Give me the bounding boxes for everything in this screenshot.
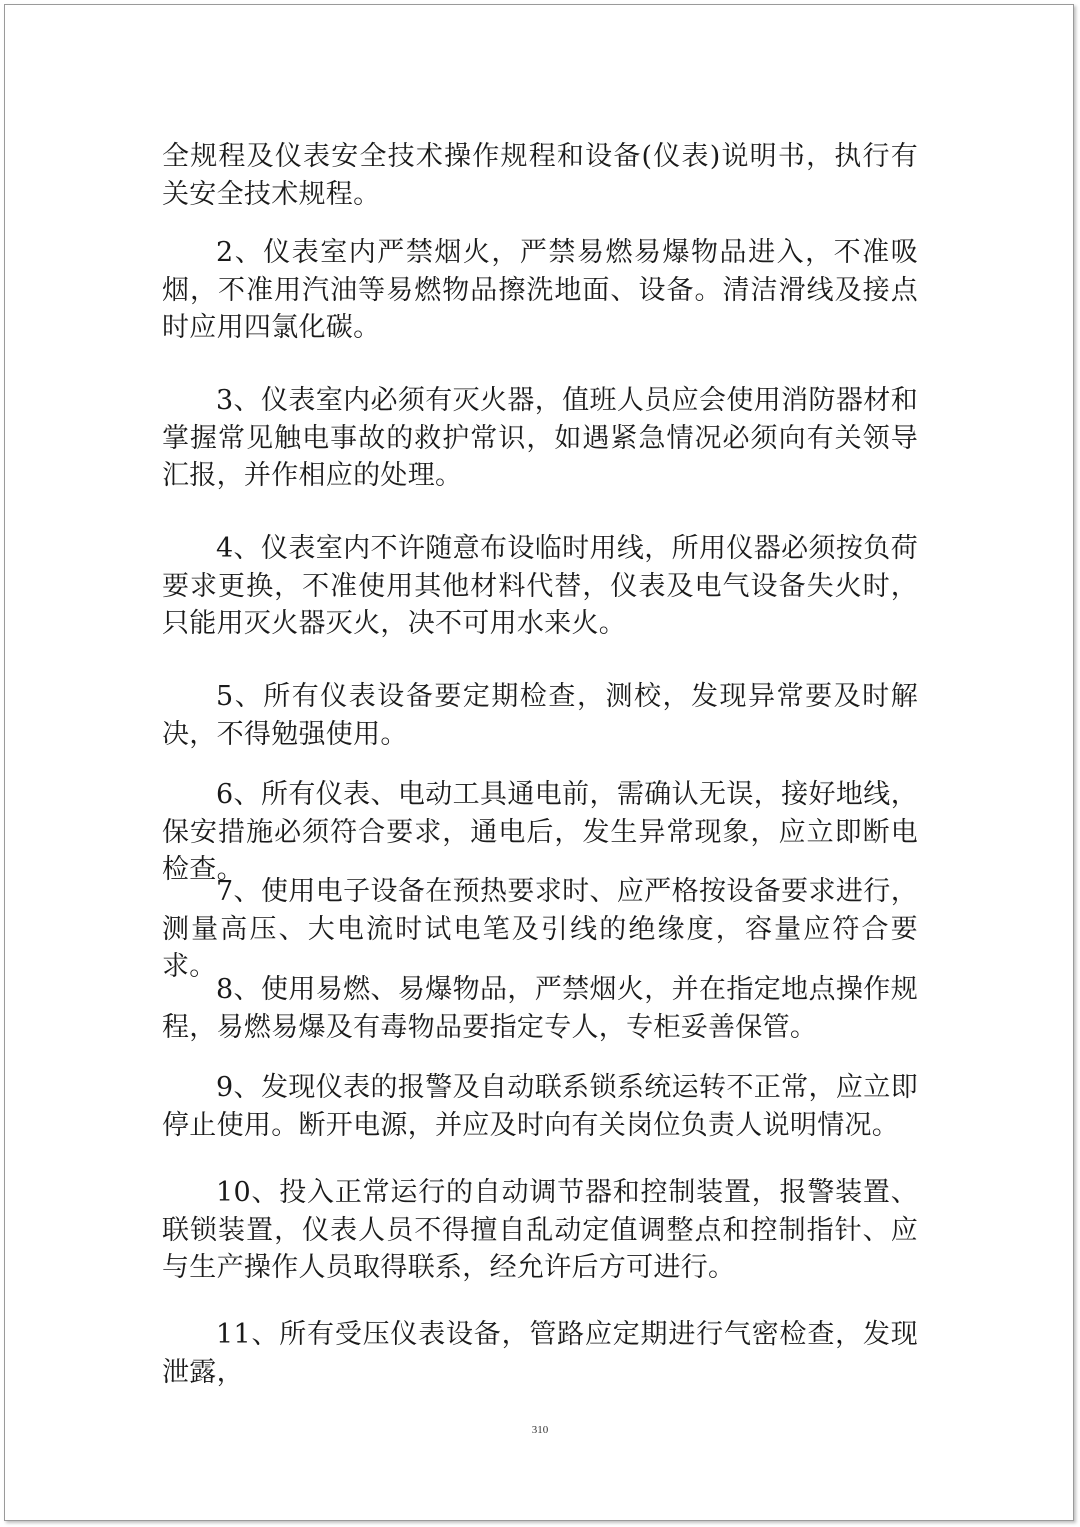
paragraph-item-6: 6、所有仪表、电动工具通电前，需确认无误，接好地线，保安措施必须符合要求，通电后，发生异常现象，应立即断电检查。 <box>162 779 918 885</box>
paragraph-item-9: 9、发现仪表的报警及自动联系锁系统运转不正常，应立即停止使用。断开电源，并应及时向有关岗位负责人说明情况。 <box>162 1072 918 1141</box>
paragraph-item-11: 11、所有受压仪表设备，管路应定期进行气密检查，发现泄露， <box>162 1319 918 1388</box>
paragraph-item-5: 5、所有仪表设备要定期检查，测校，发现异常要及时解决，不得勉强使用。 <box>162 681 918 750</box>
paragraph-item-8: 8、使用易燃、易爆物品，严禁烟火，并在指定地点操作规程，易燃易爆及有毒物品要指定专人，专柜妥善保管。 <box>162 974 918 1043</box>
paragraph-item-4: 4、仪表室内不许随意布设临时用线，所用仪器必须按负荷要求更换，不准使用其他材料代替，仪表及电气设备失火时，只能用灭火器灭火，决不可用水来火。 <box>162 533 918 639</box>
paragraph-item-7: 7、使用电子设备在预热要求时、应严格按设备要求进行，测量高压、大电流时试电笔及引线的绝缘度，容量应符合要求。 <box>162 876 918 982</box>
document-page <box>4 4 1074 1521</box>
paragraph-item-2: 2、仪表室内严禁烟火，严禁易燃易爆物品进入，不准吸烟，不准用汽油等易燃物品擦洗地面、设备。清洁滑线及接点时应用四氯化碳。 <box>162 237 918 343</box>
paragraph-continuation: 全规程及仪表安全技术操作规程和设备(仪表)说明书，执行有关安全技术规程。 <box>162 141 918 210</box>
paragraph-item-10: 10、投入正常运行的自动调节器和控制装置，报警装置、联锁装置，仪表人员不得擅自乱动定值调整点和控制指针、应与生产操作人员取得联系，经允许后方可进行。 <box>162 1177 918 1283</box>
page-number: 310 <box>531 1424 549 1436</box>
paragraph-item-3: 3、仪表室内必须有灭火器，值班人员应会使用消防器材和掌握常见触电事故的救护常识，如遇紧急情况必须向有关领导汇报，并作相应的处理。 <box>162 385 918 491</box>
